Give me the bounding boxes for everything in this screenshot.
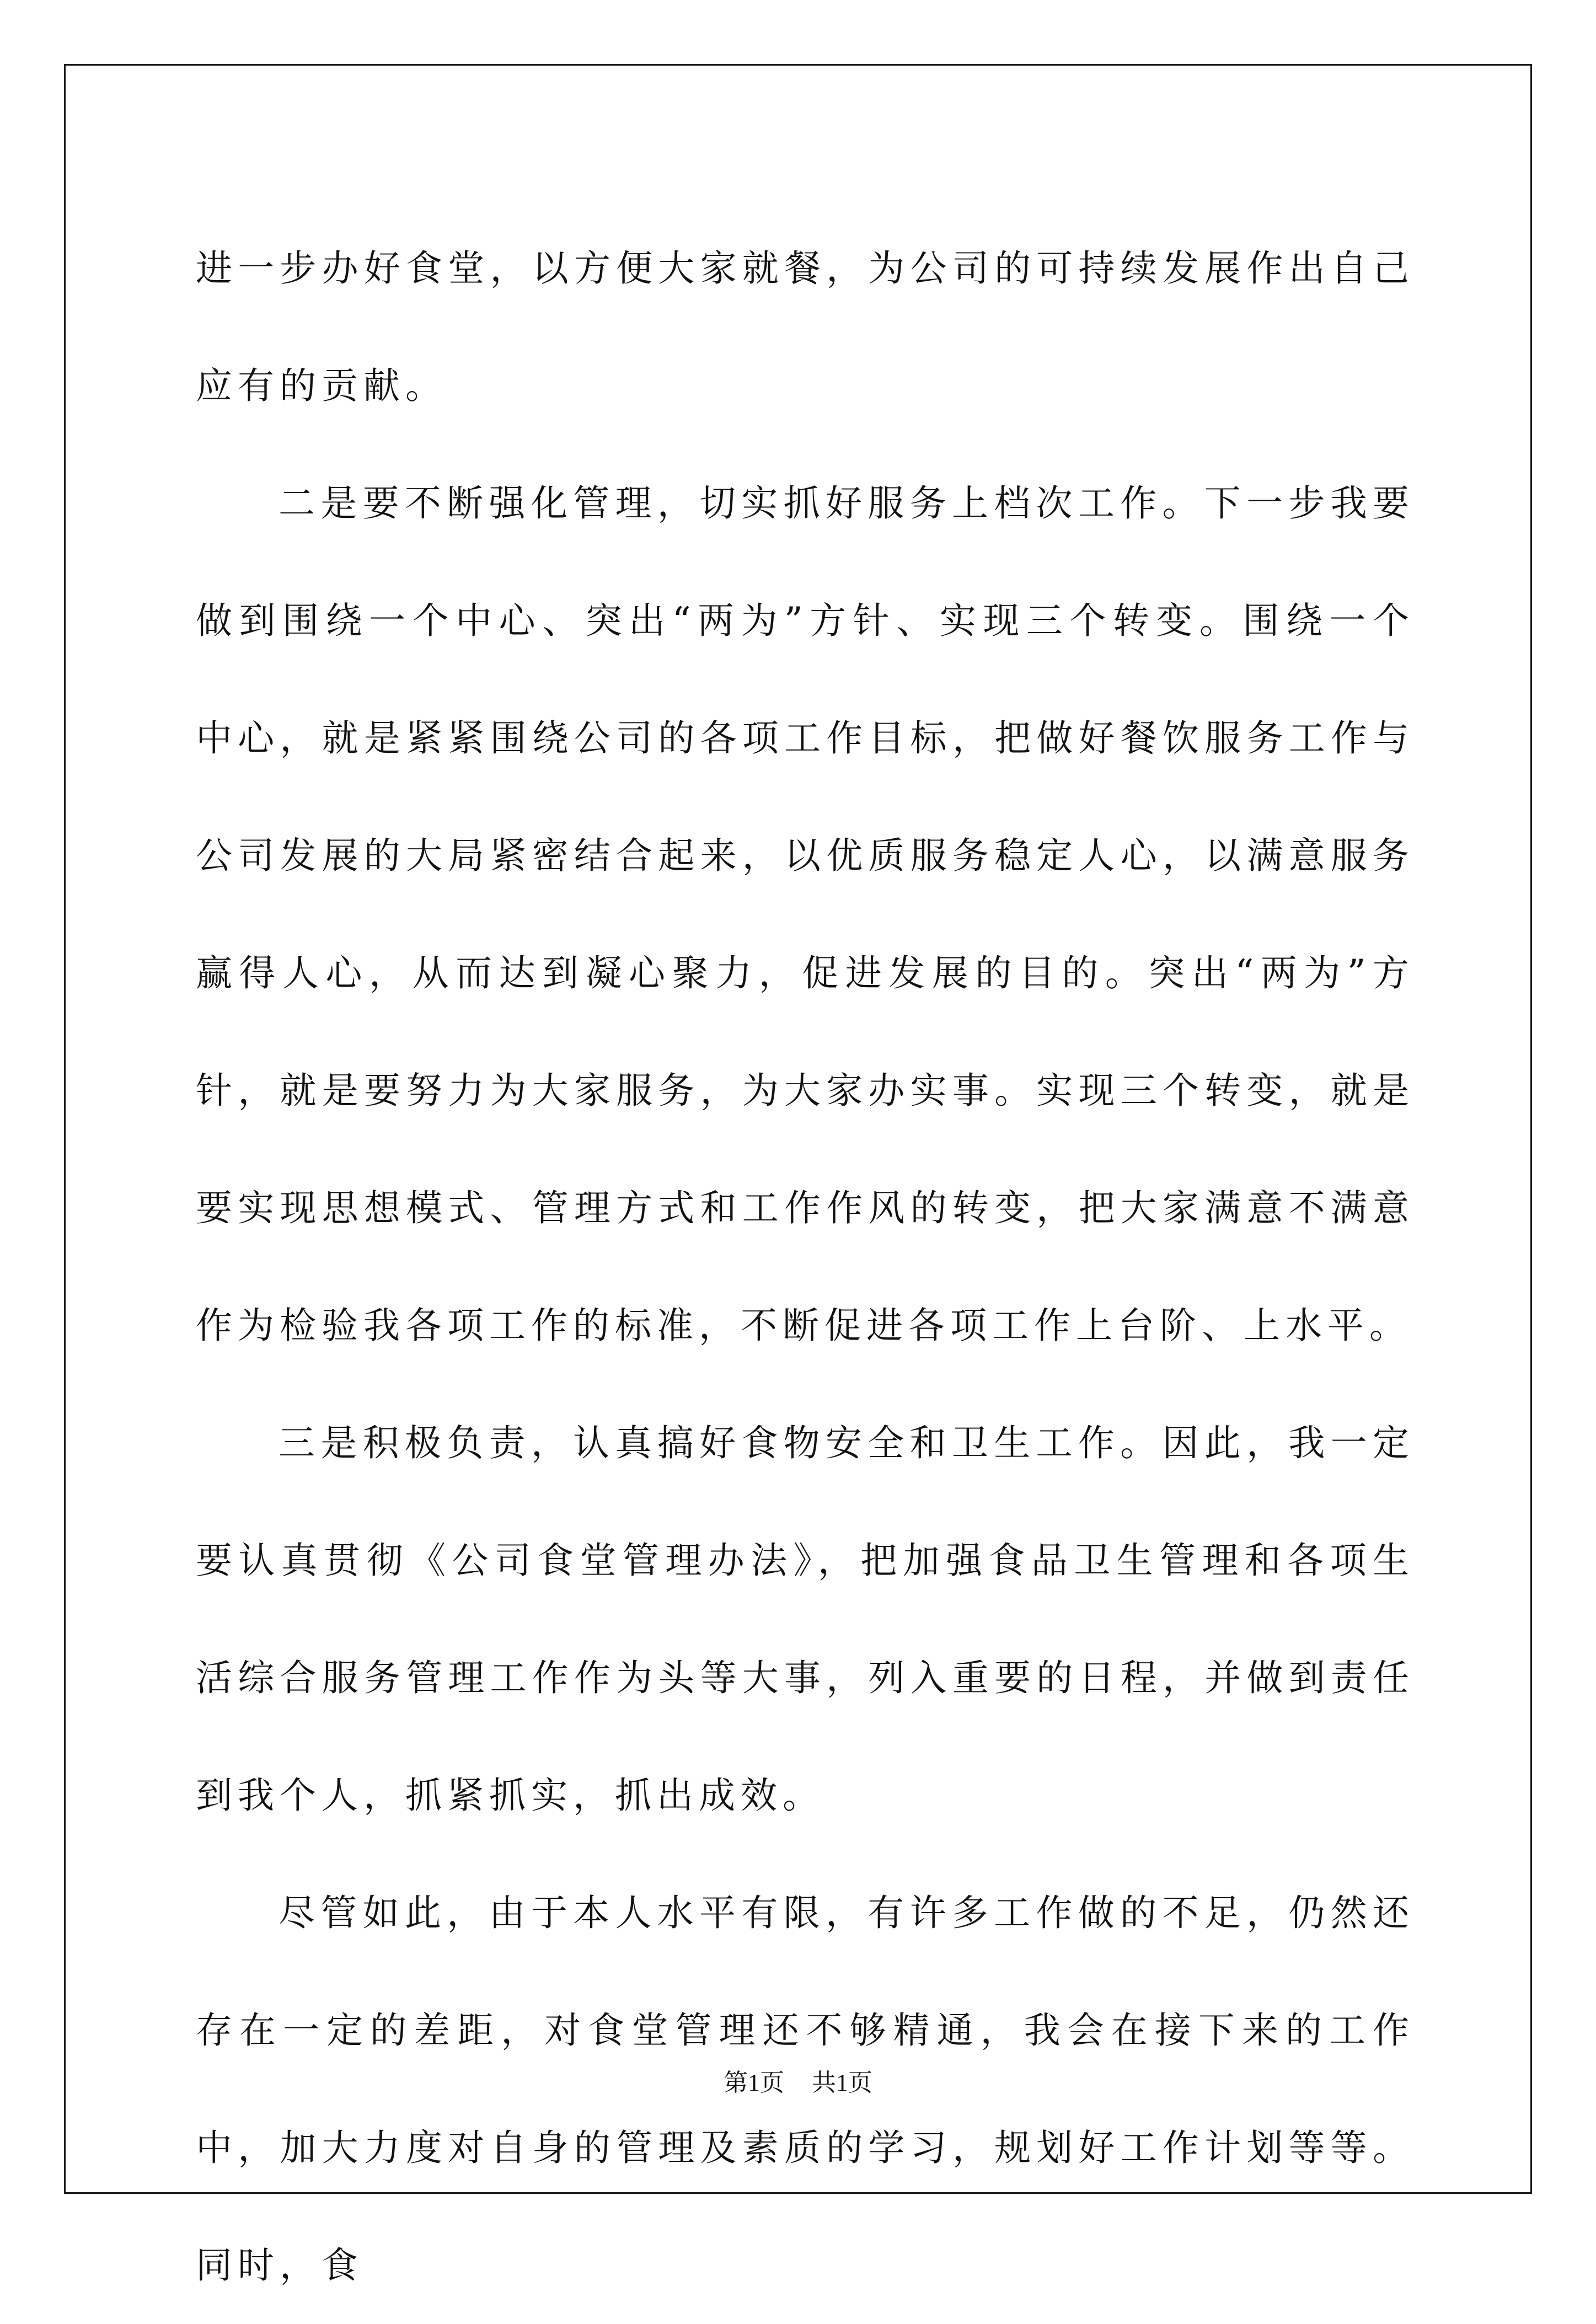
paragraph-1: 进一步办好食堂，以方便大家就餐，为公司的可持续发展作出自己应有的贡献。: [196, 247, 1415, 407]
page-number-total: 共1页: [812, 2069, 872, 2096]
document-body: [196, 210, 1415, 2324]
paragraph-2: 二是要不断强化管理，切实抓好服务上档次工作。下一步我要做到围绕一个中心、突出“两为”方针、实现三个转变。围绕一个中心，就是紧紧围绕公司的各项工作目标，把做好餐饮服务工作与公司发展的大局紧密结合起来，以优质服务稳定人心，以满意服务赢得人心，从而达到凝心聚力，促进发展的目的。突出“两为”方针，就是要努力为大家服务，为大家办实事。实现三个转变，就是要实现思想模式、管理方式和工作作风的转变，把大家满意不满意作为检验我各项工作的标准，不断促进各项工作上台阶、上水平。: [196, 482, 1415, 1347]
paragraph-4: 尽管如此，由于本人水平有限，有许多工作做的不足，仍然还存在一定的差距，对食堂管理还不够精通，我会在接下来的工作中，加大力度对自身的管理及素质的学习，规划好工作计划等等。同时，食: [196, 1892, 1415, 2286]
page-number-current: 第1页: [724, 2069, 784, 2096]
paragraph-3: 三是积极负责，认真搞好食物安全和卫生工作。因此，我一定要认真贯彻《公司食堂管理办法》，把加强食品卫生管理和各项生活综合服务管理工作作为头等大事，列入重要的日程，并做到责任到我个人，抓紧抓实，抓出成效。: [196, 1422, 1415, 1817]
page-footer: [0, 2063, 1596, 2098]
